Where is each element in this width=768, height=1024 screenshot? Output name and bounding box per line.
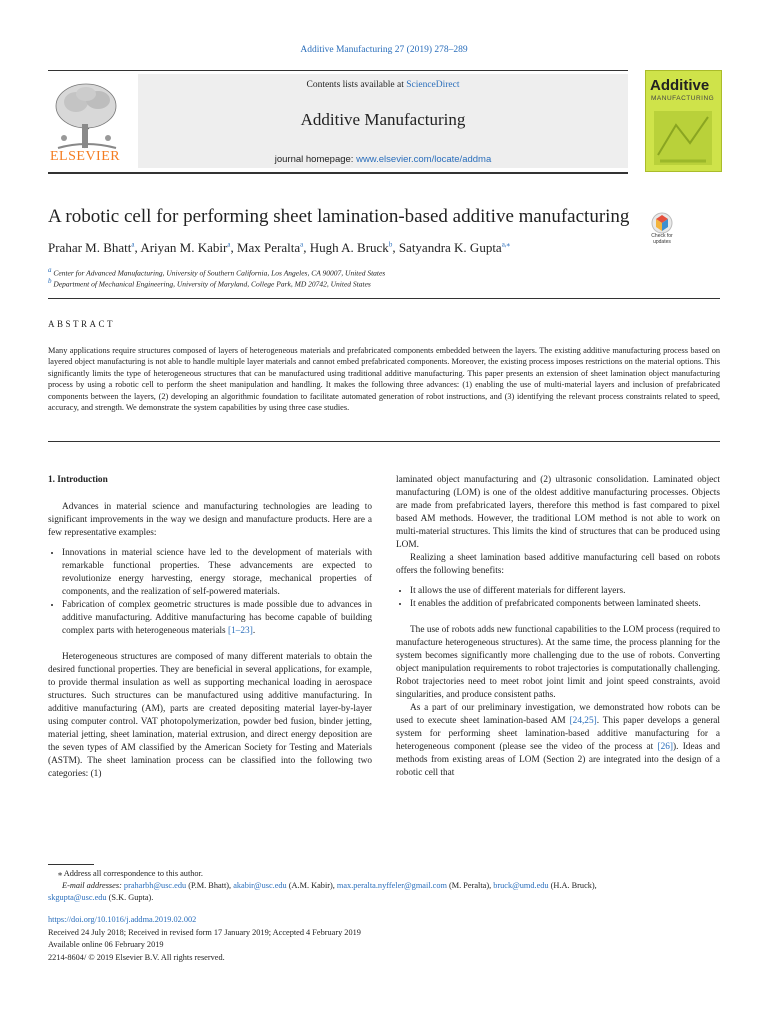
bullet-list <box>396 585 720 611</box>
paragraph: Realizing a sheet lamination based additive manufacturing cell based on robots offers the following benefits: <box>396 553 720 576</box>
divider <box>48 298 720 299</box>
homepage-link[interactable]: www.elsevier.com/locate/addma <box>356 154 492 165</box>
email-link[interactable]: max.peralta.nyffeler@gmail.com <box>336 881 447 890</box>
list-item: • Innovations in material science have led to the development of materials with remarkable functional properties. These advancements are expected to revolutionize energy harvesting, energy storage, mechanical properties of components, and the realization of self-powered materials. <box>62 547 372 599</box>
author[interactable]: Satyandra K. Gupta$^{a,⁎}$ <box>398 240 511 255</box>
journal-cover-thumbnail[interactable] <box>645 70 722 172</box>
journal-masthead <box>138 74 628 168</box>
online-date: Available online 06 February 2019 <box>48 940 164 949</box>
elsevier-wordmark: ELSEVIER <box>50 149 121 164</box>
journal-homepage <box>138 154 628 165</box>
email-link[interactable]: praharbh@usc.edu <box>123 881 187 890</box>
homepage-label: journal homepage: <box>274 154 354 165</box>
list-item: • It allows the use of different materials for different layers. <box>410 585 720 598</box>
list-item: • It enables the addition of prefabricated components between laminated sheets. <box>410 598 720 611</box>
author[interactable]: Max Peralta$^a$ <box>236 240 304 255</box>
paragraph: laminated object manufacturing and (2) ultrasonic consolidation. Laminated object manufacturing (LOM) is one of the oldest additive manufacturing processes. Objects are made from prefabricated layers, therefore this method is fast compared to pixel based AM methods. However, the traditional LOM method is not able to work on multi-material structures. This limits the kind of structures that can be produced using LOM. <box>396 475 720 550</box>
journal-title: Additive Manufacturing <box>300 110 466 129</box>
body-column-right <box>396 474 720 780</box>
contents-line <box>138 80 628 90</box>
article-title: A robotic cell for performing sheet lamination-based additive manufacturing <box>48 206 630 227</box>
paragraph: The use of robots adds new functional capabilities to the LOM process (required to manufacture heterogeneous structures). At the same time, the process planning for the system becomes significantly more challenging due to the use of robots. Converting object manipulation requirements to robot trajectories is computationally challenging. Robot trajectories need to meet robot joint limit and joint speed constraints, avoid singularities, and produce consistent paths. <box>396 625 720 700</box>
email-addresses: E-mail addresses: praharbh@usc.edu (P.M. Bhatt), akabir@usc.edu (A.M. Kabir), max.peralta.nyffeler@gmail.com (M. Peralta), bruck@umd.edu (H.A. Bruck), <box>62 881 597 890</box>
abstract-heading: ABSTRACT <box>48 319 116 329</box>
email-link[interactable]: bruck@umd.edu <box>493 881 549 890</box>
affiliation-b: $^b$ Department of Mechanical Engineering, University of Maryland, College Park, MD 20742, United States <box>48 277 371 289</box>
correspondence-note: ⁎ Address all correspondence to this author. <box>58 869 203 878</box>
cover-title: Additive <box>650 77 710 94</box>
contents-prefix: Contents lists available at <box>306 80 404 90</box>
bullet-list <box>48 547 372 638</box>
email-addresses-cont: skgupta@usc.edu (S.K. Gupta). <box>48 893 154 902</box>
sciencedirect-link[interactable]: ScienceDirect <box>406 80 460 90</box>
footnotes <box>48 868 720 904</box>
author[interactable]: Hugh A. Bruck$^b$ <box>309 240 393 255</box>
email-link[interactable]: skgupta@usc.edu <box>48 893 107 902</box>
body-column-left <box>48 474 372 781</box>
section-heading: 1. Introduction <box>48 475 108 485</box>
reference-link[interactable]: [24,25] <box>569 716 597 726</box>
cover-subtitle: MANUFACTURING <box>651 95 715 102</box>
paragraph: As a part of our preliminary investigation, we demonstrated how robots can be used to execute sheet lamination-based AM [24,25]. This paper develops a general system for performing sheet lamination-based additive manufacturing for a heterogeneous component (please see the video of the process at [26]). Ideas and methods from existing areas of LOM (Section 2) are integrated into the design of a robotic cell that <box>396 703 720 778</box>
journal-header <box>48 70 720 174</box>
paragraph: Heterogeneous structures are composed of many different materials to obtain the desired functional properties. They are beneficial in several applications, for example, to provide thermal insulation as well as supporting mechanical loading in aerospace structures. Such structures can be manufactured using additive manufacturing. In additive manufacturing (AM), parts are created depositing material layer-by-layer using computer control. VAT photopolymerization, powder bed fusion, binder jetting, material jetting, sheet lamination, material extrusion, and direct energy deposition are the seven types of AM classified by the American Society for Testing and Materials (ASTM). The sheet lamination process can be classified into the following two categories: (1) <box>48 652 372 779</box>
journal-citation[interactable]: Additive Manufacturing 27 (2019) 278–289 <box>300 45 468 55</box>
header-bottom-rule <box>48 172 628 174</box>
author[interactable]: Ariyan M. Kabir$^a$ <box>140 240 231 255</box>
author-list: Prahar M. Bhatt$^a$, Ariyan M. Kabir$^a$, Max Peralta$^a$, Hugh A. Bruck$^b$, Satyandra K. Gupta$^{a,⁎}$ <box>48 240 511 255</box>
crossmark-label: Check for updates <box>651 233 673 245</box>
reference-link[interactable]: [26] <box>657 742 674 752</box>
reference-link[interactable]: [1–23] <box>228 626 253 636</box>
doi-link[interactable]: https://doi.org/10.1016/j.addma.2019.02.002 <box>48 915 197 924</box>
divider <box>48 441 720 442</box>
footnote-rule <box>48 864 94 865</box>
header-top-rule <box>48 70 628 71</box>
affiliation-a: $^a$ Center for Advanced Manufacturing, University of Southern California, Los Angeles, CA 90007, United States <box>48 266 386 278</box>
email-link[interactable]: akabir@usc.edu <box>233 881 287 890</box>
abstract-body: Many applications require structures composed of layers of heterogeneous materials and prefabricated components embedded between the layers. The existing additive manufacturing process based on layered object manufacturing is not able to handle multiple layer materials and cannot embed prefabricated components. Moreover, the existing process imposes restrictions on the material options. This significantly limits the type of heterogeneous structures that can be manufactured using traditional additive manufacturing. This paper presents an extension of sheet lamination object manufacturing process by using a robotic cell to perform the sheet manipulation and handling. It makes the following three advances: (1) enabling the use of multi-material layers and inclusion of prefabricated components between the layers, (2) developing an algorithmic foundation to facilitate automated generation of robot instructions, and (3) identifying the relevant process constraints related to speed, accuracy, and strength. We demonstrate the system capabilities by using three case studies. <box>48 346 720 413</box>
author[interactable]: Prahar M. Bhatt$^a$ <box>48 240 135 255</box>
cover-artwork-icon <box>646 105 721 171</box>
list-item: • Fabrication of complex geometric structures is made possible due to advances in additive manufacturing. Additive manufacturing has become capable of building complex parts with heterogeneous materials [1–23]. <box>62 599 372 638</box>
copyright: 2214-8604/ © 2019 Elsevier B.V. All rights reserved. <box>48 952 225 962</box>
publication-info <box>48 914 720 964</box>
paragraph: Advances in material science and manufacturing technologies are leading to significant improvements in the way we design and manufacture products. Here are a few representative examples: <box>48 502 372 538</box>
received-dates: Received 24 July 2018; Received in revised form 17 January 2019; Accepted 4 February 2019 <box>48 927 361 937</box>
